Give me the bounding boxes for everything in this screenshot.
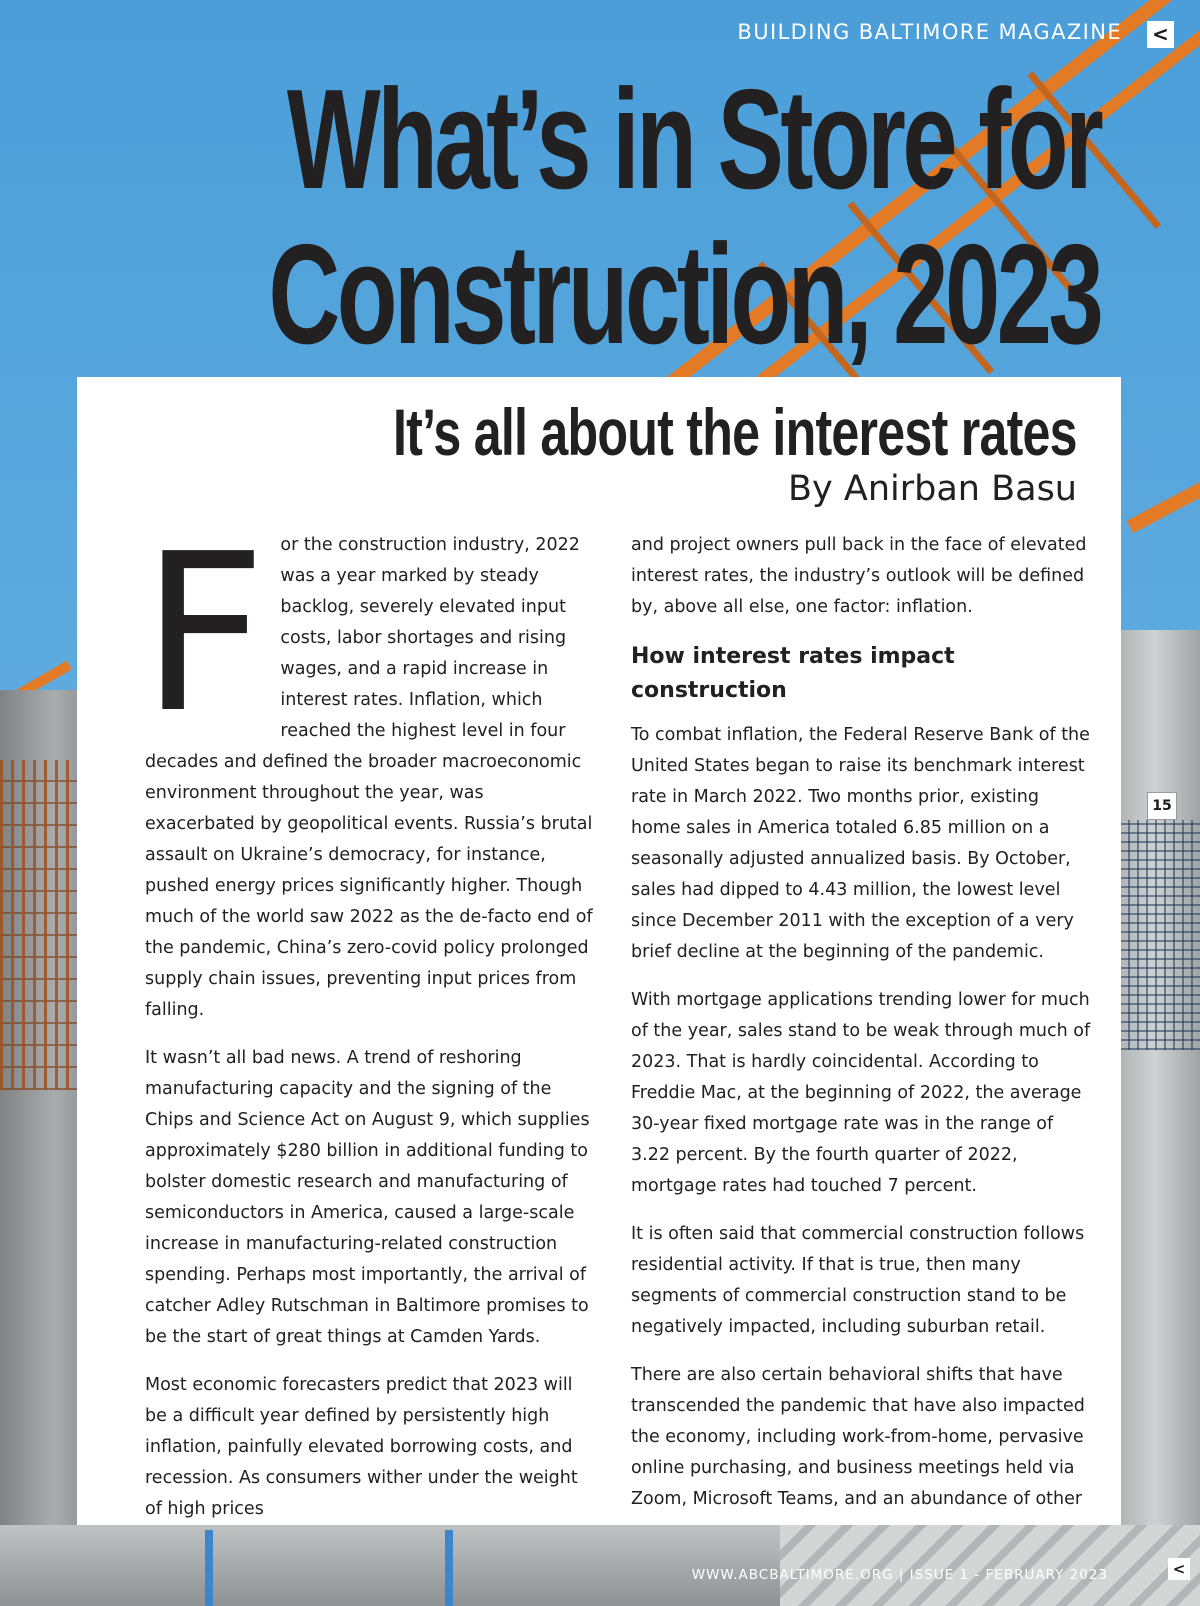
back-nav-button[interactable] <box>1147 21 1174 48</box>
article-column-right <box>631 530 1091 1532</box>
headline <box>268 62 1100 372</box>
article-panel <box>77 377 1121 1525</box>
article-paragraph: Most economic forecasters predict that 2023 will be a difficult year defined by persistently high inflation, painfully elevated borrowing costs, and recession. As consumers wither under the weight of high prices <box>145 1375 578 1519</box>
rebar-left <box>0 760 80 1090</box>
article-paragraph <box>141 508 597 1026</box>
chevron-left-icon: < <box>1152 22 1169 46</box>
article-paragraph: With mortgage applications trending lower for much of the year, sales stand to be weak through much of 2023. That is hardly coincidental. According to Freddie Mac, at the beginning of 2022, the average 30-year fixed mortgage rate was in the range of 3.22 percent. By the fourth quarter of 2022, mortgage rates had touched 7 percent. <box>631 990 1091 1196</box>
rebar-mesh-right <box>1110 820 1200 1050</box>
back-nav-button-bottom[interactable] <box>1168 1558 1190 1580</box>
chevron-left-icon: < <box>1172 1560 1186 1578</box>
concrete-wall-right <box>1110 630 1200 1606</box>
article-paragraph: It is often said that commercial construction follows residential activity. If that is true, then many segments of commercial construction stand to be negatively impacted, including suburban retail. <box>631 1224 1085 1337</box>
paragraph-text: or the construction industry, 2022 was a year marked by steady backlog, severely elevated input costs, labor shortages and rising wages, and a rapid increase in interest rates. Inflation, which reached the highest level in four decades and defined the broader macroeconomic environment throughout the year, was exacerbated by geopolitical events. Russia’s brutal assault on Ukraine’s democracy, for instance, pushed energy prices significantly higher. Though much of the world saw 2022 as the de-facto end of the pandemic, China’s zero-covid policy prolonged supply chain issues, preventing input prices from falling. <box>145 535 593 1020</box>
article-subhead: It’s all about the interest rates <box>393 395 1077 469</box>
drop-cap: F <box>141 508 267 761</box>
article-paragraph: There are also certain behavioral shifts that have transcended the pandemic that have also impacted the economy, including work-from-home, pervasive online purchasing, and business meetings held via Zoom, Microsoft Teams, and an abundance of other <box>631 1365 1085 1509</box>
footer-text: WWW.ABCBALTIMORE.ORG | ISSUE 1 - FEBRUARY 2023 <box>691 1567 1108 1583</box>
concrete-stair <box>780 1525 1200 1606</box>
article-paragraph: To combat inflation, the Federal Reserve Bank of the United States began to raise its benchmark interest rate in March 2022. Two months prior, existing home sales in America totaled 6.85 million on a seasonally adjusted annualized basis. By October, sales had dipped to 4.43 million, the lowest level since December 2011 with the exception of a very brief decline at the beginning of the pandemic. <box>631 725 1090 962</box>
headline-line-2: Construction, 2023 <box>268 215 1100 374</box>
page-number-badge: 15 <box>1147 792 1177 820</box>
article-paragraph: It wasn’t all bad news. A trend of reshoring manufacturing capacity and the signing of the Chips and Science Act on August 9, which supplies approximately $280 billion in additional funding to bolster domestic research and manufacturing of semiconductors in America, caused a large-scale increase in manufacturing-related construction spending. Perhaps most importantly, the arrival of catcher Adley Rutschman in Baltimore promises to be the start of great things at Camden Yards. <box>145 1048 590 1347</box>
section-heading: How interest rates impact construction <box>631 644 955 703</box>
article-paragraph: and project owners pull back in the face of elevated interest rates, the industry’s outlook will be defined by, above all else, one factor: inflation. <box>631 535 1087 617</box>
headline-line-1: What’s in Store for <box>286 60 1101 219</box>
article-byline: By Anirban Basu <box>788 469 1077 509</box>
article-column-left <box>141 508 597 1542</box>
magazine-name: BUILDING BALTIMORE MAGAZINE <box>737 20 1122 44</box>
